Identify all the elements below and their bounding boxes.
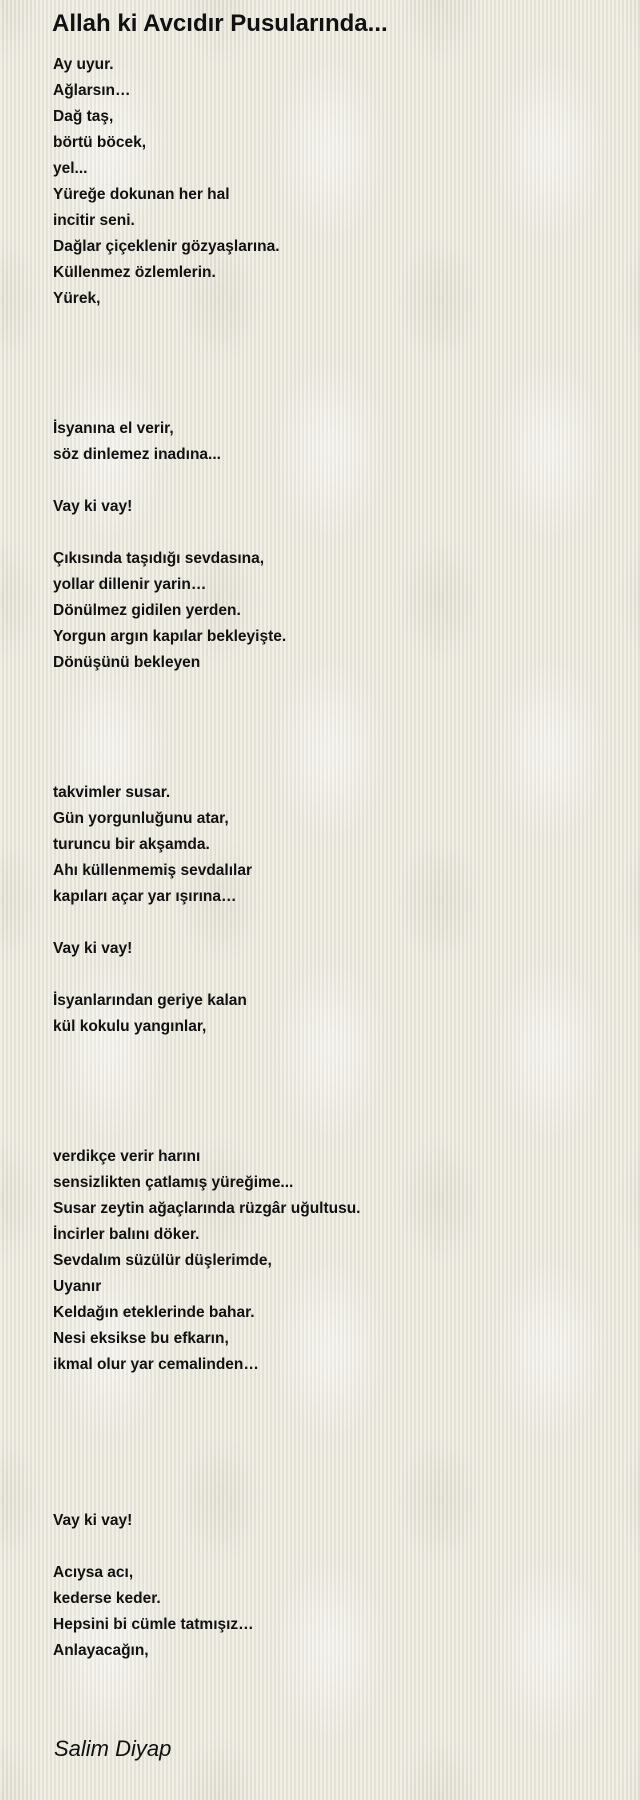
poem-line: Keldağın eteklerinde bahar. [53,1304,255,1321]
stanza-gap [53,1092,613,1118]
stanza-gap [53,728,613,754]
poem-line: Uyanır [53,1278,102,1295]
poem-line: kederse keder. [53,1590,161,1607]
stanza-gap [53,962,613,988]
poem-line: Susar zeytin ağaçlarında rüzgâr uğultusu. [53,1200,361,1217]
poem-line: Nesi eksikse bu efkarın, [53,1330,229,1347]
poem-line: söz dinlemez inadına... [53,446,221,463]
stanza-gap [53,1456,613,1482]
stanza-gap [53,312,613,338]
poem-line: Dönüşünü bekleyen [53,654,201,671]
poem-line: Küllenmez özlemlerin. [53,264,216,281]
poem-line: Dağ taş, [53,108,114,125]
stanza-gap [53,520,613,546]
stanza-gap [53,1482,613,1508]
poem-line: İsyanına el verir, [53,420,174,437]
poem-author: Salim Diyap [54,1736,172,1761]
poem-line: verdikçe verir harını [53,1148,201,1165]
poem-line: Ağlarsın… [53,82,131,99]
poem-line: Anlayacağın, [53,1642,149,1659]
poem-line: Sevdalım süzülür düşlerimde, [53,1252,272,1269]
poem-line: kapıları açar yar ışırına… [53,888,237,905]
stanza-gap [53,754,613,780]
poem-line: incitir seni. [53,212,135,229]
poem-line: Ay uyur. [53,56,114,73]
stanza-gap [53,676,613,702]
poem-title: Allah ki Avcıdır Pusularında... [52,10,388,37]
stanza-gap [53,390,613,416]
stanza-gap [53,364,613,390]
stanza-gap [53,1534,613,1560]
poem-line: İsyanlarından geriye kalan [53,992,247,1009]
poem-line: takvimler susar. [53,784,171,801]
poem-line: Gün yorgunluğunu atar, [53,810,229,827]
poem-line: Dönülmez gidilen yerden. [53,602,241,619]
stanza-gap [53,1118,613,1144]
stanza-gap [53,468,613,494]
poem-line: Ahı küllenmemiş sevdalılar [53,862,253,879]
stanza-gap [53,910,613,936]
stanza-gap [53,338,613,364]
stanza-gap [53,1404,613,1430]
poem-line: Vay ki vay! [53,940,133,957]
stanza-gap [53,702,613,728]
poem-line: Hepsini bi cümle tatmışız… [53,1616,254,1633]
poem-line: sensizlikten çatlamış yüreğime... [53,1174,294,1191]
poem-line: Vay ki vay! [53,498,133,515]
poem-line: börtü böcek, [53,134,147,151]
poem-line: kül kokulu yangınlar, [53,1018,207,1035]
poem-line: Çıkısında taşıdığı sevdasına, [53,550,265,567]
poem-line: Yüreğe dokunan her hal [53,186,230,203]
poem-line: Acıysa acı, [53,1564,134,1581]
poem-line: Vay ki vay! [53,1512,133,1529]
stanza-gap [53,1378,613,1404]
poem-body [53,52,613,1664]
stanza-gap [53,1040,613,1066]
stanza-gap [53,1430,613,1456]
poem-line: Yürek, [53,290,101,307]
poem-line: İncirler balını döker. [53,1226,200,1243]
poem-line: Yorgun argın kapılar bekleyişte. [53,628,287,645]
poem-line: yollar dillenir yarin… [53,576,207,593]
poem-line: ikmal olur yar cemalinden… [53,1356,259,1373]
poem-line: Dağlar çiçeklenir gözyaşlarına. [53,238,280,255]
poem-line: yel... [53,160,88,177]
poem-line: turuncu bir akşamda. [53,836,210,853]
stanza-gap [53,1066,613,1092]
